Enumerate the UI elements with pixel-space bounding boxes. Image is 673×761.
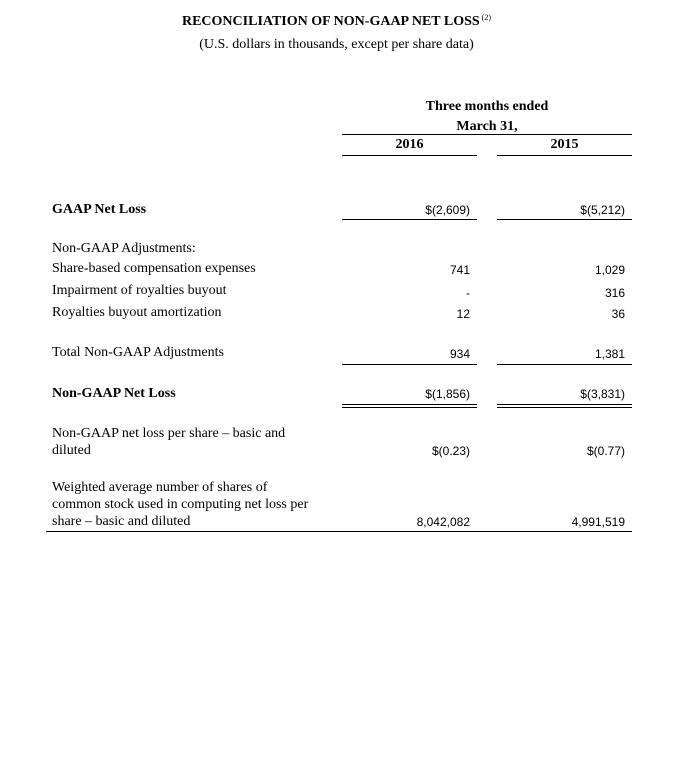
- row-label-royalties-amortization: Royalties buyout amortization: [52, 305, 222, 320]
- rule-gaap-2016: [342, 219, 477, 220]
- column-header-2016: 2016: [395, 137, 424, 152]
- row-label-weighted-shares: [52, 479, 308, 530]
- value-weighted-shares-2015: 4,991,519: [571, 515, 625, 529]
- row-label-per-share: [52, 425, 285, 459]
- value-royalties-amortization-2016: 12: [456, 307, 470, 321]
- row-label-impairment: Impairment of royalties buyout: [52, 283, 227, 298]
- rule-total-2016: [342, 364, 477, 365]
- period-header-line1: Three months ended: [425, 99, 549, 114]
- row-label-weighted-shares-line1: Weighted average number of shares of: [52, 480, 268, 495]
- value-impairment-2015: 316: [604, 286, 625, 300]
- value-gaap-net-loss-2015: $(5,212): [580, 203, 625, 217]
- rule-non-gaap-top-2016: [342, 404, 477, 405]
- period-underline: [342, 134, 632, 135]
- report-title-text: RECONCILIATION OF NON-GAAP NET LOSS: [181, 14, 480, 29]
- column-header-2015: 2015: [550, 137, 579, 152]
- report-subtitle: (U.S. dollars in thousands, except per share data): [199, 37, 474, 52]
- value-non-gaap-net-loss-2016: $(1,856): [425, 387, 470, 401]
- value-total-adjustments-2016: 934: [449, 347, 470, 361]
- column-underline-2016: [342, 155, 477, 156]
- column-underline-2015: [497, 155, 632, 156]
- row-label-total-adjustments: Total Non-GAAP Adjustments: [52, 345, 224, 360]
- row-label-weighted-shares-line2: common stock used in computing net loss per: [52, 497, 309, 512]
- value-impairment-2016: -: [466, 286, 470, 300]
- row-label-weighted-shares-line3: share – basic and diluted: [52, 514, 191, 529]
- row-label-gaap-net-loss: GAAP Net Loss: [52, 202, 147, 217]
- period-header: [342, 97, 632, 137]
- rule-total-2015: [497, 364, 632, 365]
- footnote-marker: (2): [481, 13, 491, 22]
- value-per-share-2016: $(0.23): [431, 444, 470, 458]
- row-label-per-share-line2: diluted: [52, 443, 91, 458]
- value-per-share-2015: $(0.77): [586, 444, 625, 458]
- value-total-adjustments-2015: 1,381: [594, 347, 625, 361]
- row-label-adjustments-heading: Non-GAAP Adjustments:: [52, 241, 196, 256]
- value-share-based-comp-2015: 1,029: [594, 263, 625, 277]
- value-royalties-amortization-2015: 36: [611, 307, 625, 321]
- value-share-based-comp-2016: 741: [449, 263, 470, 277]
- value-gaap-net-loss-2016: $(2,609): [425, 203, 470, 217]
- row-label-per-share-line1: Non-GAAP net loss per share – basic and: [52, 426, 286, 441]
- row-label-non-gaap-net-loss: Non-GAAP Net Loss: [52, 386, 176, 401]
- period-header-line2: March 31,: [456, 119, 518, 134]
- rule-gaap-2015: [497, 219, 632, 220]
- value-weighted-shares-2016: 8,042,082: [416, 515, 470, 529]
- rule-non-gaap-top-2015: [497, 404, 632, 405]
- table-bottom-rule: [46, 531, 632, 532]
- rule-non-gaap-bottom-2016: [342, 407, 477, 408]
- rule-non-gaap-bottom-2015: [497, 407, 632, 408]
- row-label-share-based-comp: Share-based compensation expenses: [52, 261, 256, 276]
- value-non-gaap-net-loss-2015: $(3,831): [580, 387, 625, 401]
- report-title: [0, 13, 673, 30]
